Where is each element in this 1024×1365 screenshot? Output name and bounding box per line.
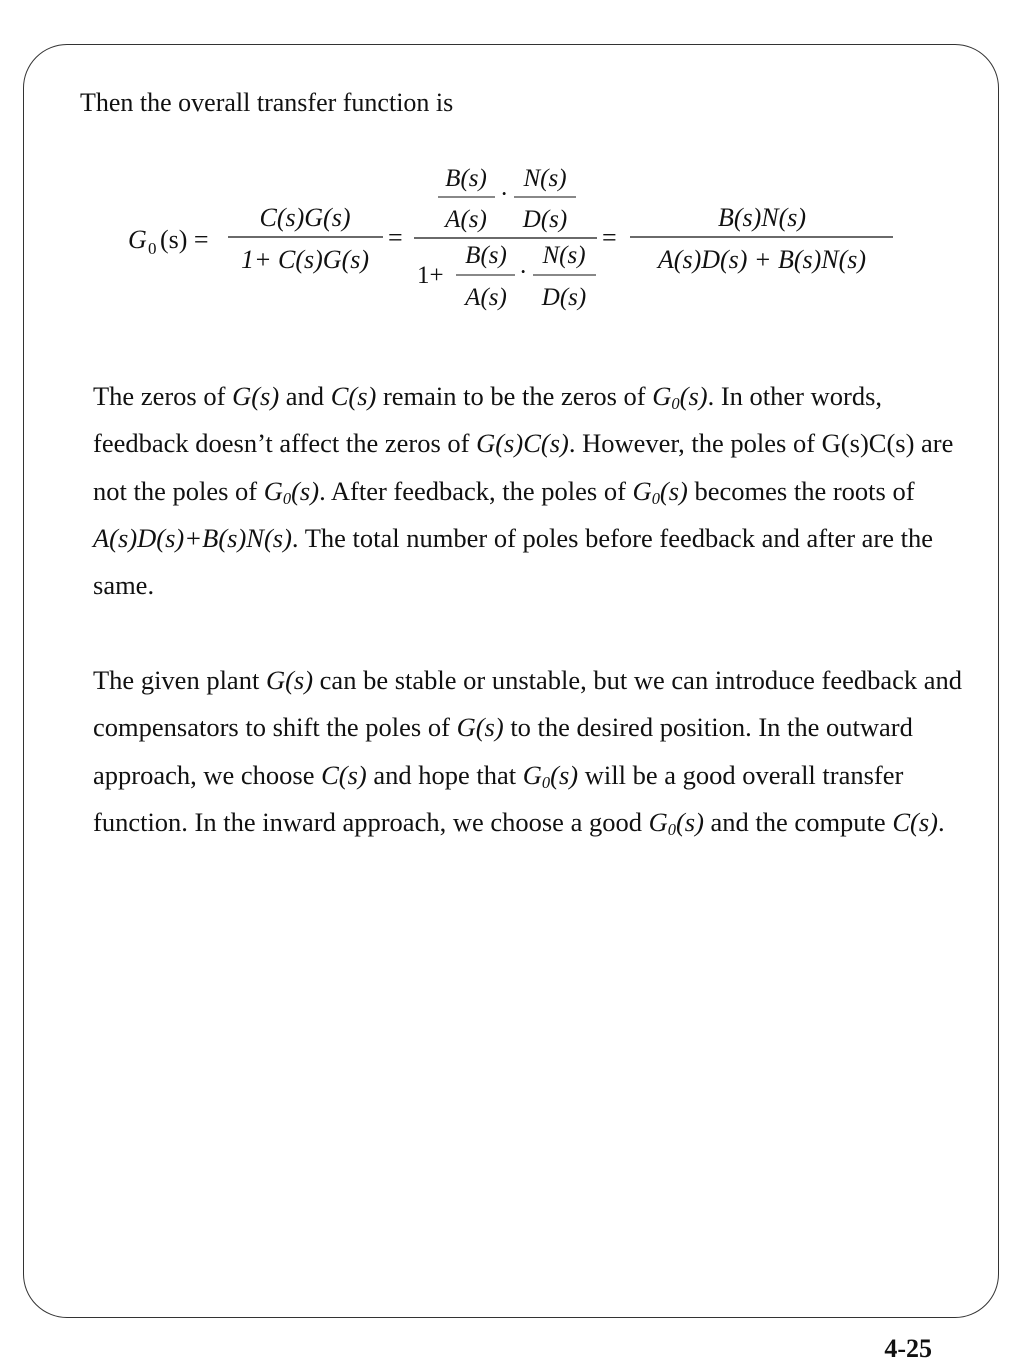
page-number: 4-25 [884, 1334, 932, 1363]
inner-num-right-top: N(s) [523, 165, 567, 192]
eq-lhs-sub: 0 [148, 239, 157, 258]
inner-den-dot: · [519, 259, 528, 286]
eq-sign-2: = [602, 223, 617, 252]
inner-num-left-bot: A(s) [445, 206, 487, 233]
inner-num-left-top: B(s) [445, 165, 487, 192]
eq-sign-1: = [388, 223, 403, 252]
paragraph-plant-feedback: The given plant G(s) can be stable or unstable, but we can introduce feedback and compensators to shift the poles of G(s) to the desired position. In the outward approach, we choose C(s) and hope that $G_0(s)$ will be a good overall transfer function. In the inward approach, we choose a good $G_0(s)$ and the compute C(s). [93, 665, 963, 839]
transfer-function-equation [0, 150, 1024, 330]
frac3-numerator: B(s)N(s) [717, 203, 807, 232]
inner-den-left-bot: A(s) [465, 284, 507, 311]
intro-text: Then the overall transfer function is [80, 88, 454, 117]
inner-num-dot: · [500, 181, 509, 208]
paragraph-zeros-poles: The zeros of G(s) and C(s) remain to be the zeros of $G_0(s)$. In other words, feedback doesn’t affect the zeros of G(s)C(s). However, the poles of G(s)C(s) are not the poles of $G_0(s)$. After feedback, the poles of $G_0(s)$ becomes the roots of A(s)D(s)+B(s)N(s). The total number of poles before feedback and after are the same. [93, 381, 954, 601]
inner-num-right-bot: D(s) [522, 206, 568, 233]
inner-den-one-plus: 1+ [417, 262, 444, 289]
frac1-denominator: 1+ C(s)G(s) [240, 245, 370, 274]
frac1-numerator: C(s)G(s) [259, 203, 351, 232]
eq-lhs: G [128, 225, 147, 254]
inner-den-right-top: N(s) [542, 242, 586, 269]
inner-den-left-top: B(s) [465, 242, 507, 269]
inner-den-right-bot: D(s) [541, 284, 587, 311]
eq-lhs-arg: (s) = [160, 225, 209, 254]
frac3-denominator: A(s)D(s) + B(s)N(s) [657, 245, 867, 274]
